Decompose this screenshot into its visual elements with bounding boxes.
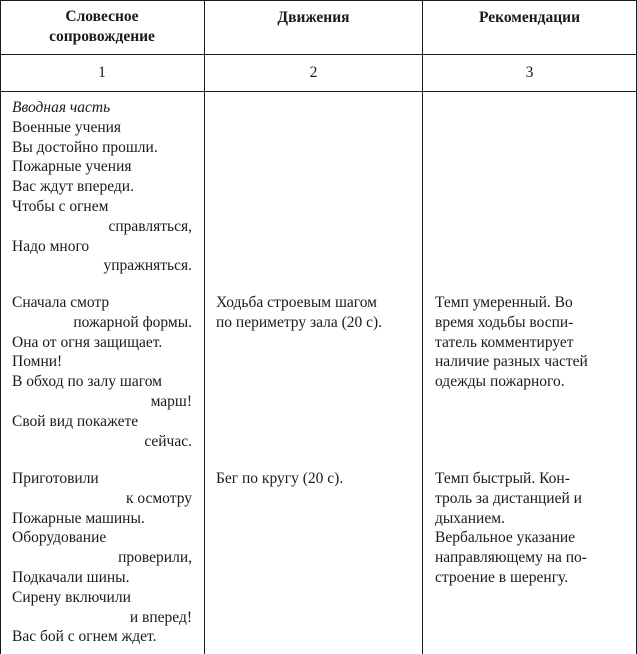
text-line: Сначала смотр xyxy=(12,294,110,311)
text-line: Сирену включили xyxy=(12,588,131,606)
block2-recommendations-text xyxy=(435,293,625,392)
text-line: троль за дистанцией и xyxy=(435,489,582,507)
text-line: Темп умеренный. Во xyxy=(435,294,573,311)
header-col1-line2: сопровождение xyxy=(49,28,155,45)
text-line: Вас ждут впереди. xyxy=(12,178,134,196)
block3-movements-text xyxy=(216,469,416,489)
text-line: Темп быстрый. Кон- xyxy=(435,470,570,487)
text-line: и вперед! xyxy=(129,608,192,626)
text-line: сейчас. xyxy=(144,432,192,450)
text-line: направляющему на по- xyxy=(435,549,587,567)
text-line: по периметру зала (20 с). xyxy=(216,313,383,331)
text-line: проверили, xyxy=(118,549,192,567)
text-line: В обход по залу шагом xyxy=(12,373,162,391)
text-line: Бег по кругу (20 с). xyxy=(216,470,344,487)
text-line: наличие разных частей xyxy=(435,353,588,371)
text-line: Вы достойно прошли. xyxy=(12,138,158,156)
text-line: Пожарные машины. xyxy=(12,509,145,527)
header-movements xyxy=(205,0,422,54)
header-col1-line1: Словесное xyxy=(65,8,139,25)
text-line: Она от огня защищает. xyxy=(12,333,163,351)
text-line: время ходьбы воспи- xyxy=(435,313,574,331)
text-line: Оборудование xyxy=(12,529,107,547)
header-col3: Рекомендации xyxy=(478,9,581,26)
text-line: Свой вид покажете xyxy=(12,412,139,430)
numbers-bottom-rule xyxy=(0,91,637,92)
header-recommendations xyxy=(423,0,636,54)
text-line: Вводная часть xyxy=(12,99,111,116)
block2-movements-text xyxy=(216,293,416,333)
text-line: к осмотру xyxy=(125,489,192,507)
text-line: Подкачали шины. xyxy=(12,568,130,586)
text-line: Военные учения xyxy=(12,118,122,136)
text-line: строение в шеренгу. xyxy=(435,568,569,586)
text-line: дыханием. xyxy=(435,509,505,527)
text-line: Пожарные учения xyxy=(12,158,132,176)
column-number-2: 2 xyxy=(309,63,318,81)
text-line: Помни! xyxy=(12,353,63,371)
block3-recommendations-text xyxy=(435,469,625,588)
header-verbal-accompaniment xyxy=(0,0,204,54)
text-line: Ходьба строевым шагом xyxy=(216,294,377,311)
block3-verbal-text xyxy=(12,469,192,647)
text-line: татель комментирует xyxy=(435,333,574,351)
text-line: Надо много xyxy=(12,237,90,255)
block2-verbal-text xyxy=(12,293,192,451)
text-line: марш! xyxy=(150,392,192,410)
header-col2: Движения xyxy=(277,9,350,26)
text-line: справляться, xyxy=(108,217,192,235)
column-divider-2 xyxy=(422,0,423,654)
text-line: Вас бой с огнем ждет. xyxy=(12,628,157,646)
block1-verbal-text xyxy=(12,98,192,276)
column-divider-1 xyxy=(204,0,205,654)
column-number-3: 3 xyxy=(525,63,534,81)
text-line: Чтобы с огнем xyxy=(12,197,109,215)
column-number-1: 1 xyxy=(98,63,106,81)
text-line: Вербальное указание xyxy=(435,529,576,547)
text-line: пожарной формы. xyxy=(73,313,192,331)
text-line: Приготовили xyxy=(12,470,99,487)
text-line: упражняться. xyxy=(103,257,192,275)
table-left-rule xyxy=(0,0,1,654)
text-line: одежды пожарного. xyxy=(435,373,565,391)
